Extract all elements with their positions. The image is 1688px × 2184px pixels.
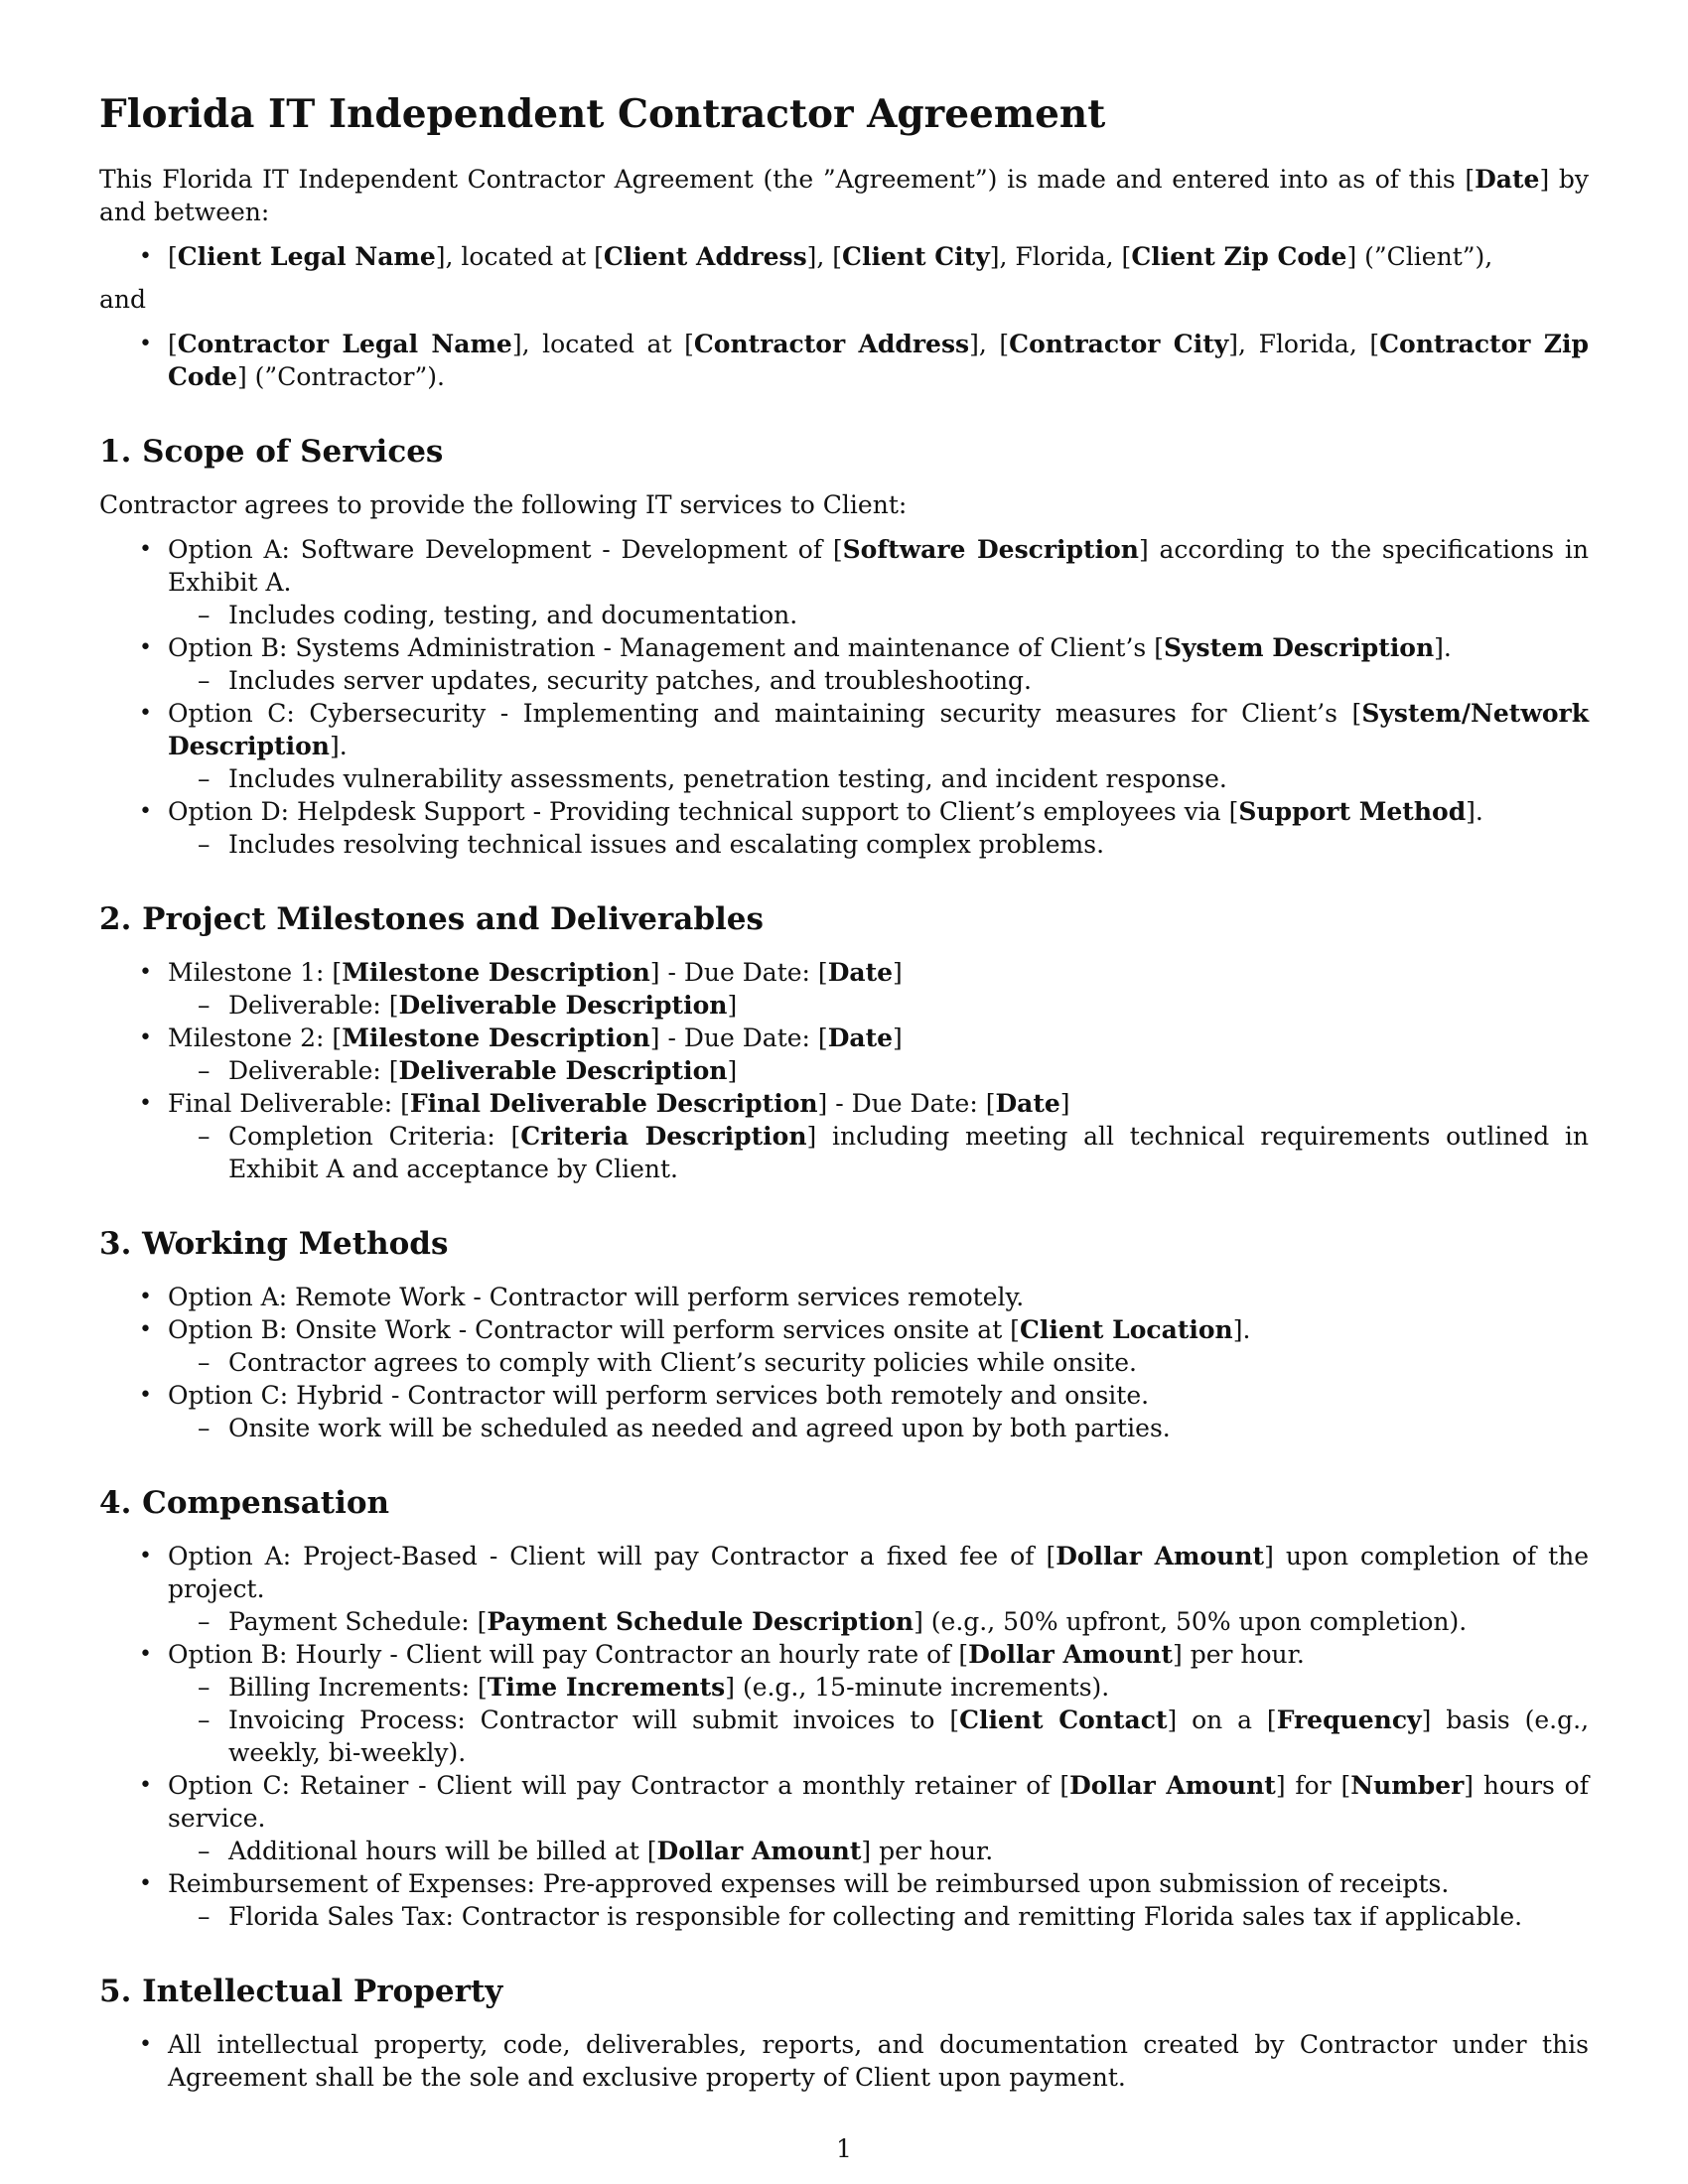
sub-list-item: – Completion Criteria: [Criteria Description] including meeting all technical requirements outlined in Exhibit A and acceptance by Client. — [198, 1122, 1590, 1183]
list-item: • Reimbursement of Expenses: Pre-approved expenses will be reimbursed upon submission of receipts. – Florida Sales Tax: Contractor is responsible for collecting and remitting Florida sales tax if applicable. — [99, 1867, 1589, 1933]
sub-list-item: – Includes resolving technical issues and escalating complex problems. — [198, 830, 1105, 859]
bullet-icon: • — [139, 1642, 152, 1667]
dash-icon: – — [198, 1348, 211, 1377]
bullet-icon: • — [139, 1285, 152, 1309]
list-item: • Option C: Cybersecurity - Implementing and maintaining security measures for Client’s [System/Network Description]. – Includes vulnerability assessments, penetration testing, and incident response. — [139, 699, 1590, 793]
sub-list-item: – Deliverable: [Deliverable Description] — [198, 991, 738, 1020]
dash-icon: – — [198, 1706, 211, 1734]
dash-icon: – — [198, 1122, 211, 1151]
list-item: • Option B: Onsite Work - Contractor will perform services onsite at [Client Location]. – Contractor agrees to comply with Client’s security policies while onsite. — [99, 1313, 1589, 1379]
sub-list-item: – Onsite work will be scheduled as needed and agreed upon by both parties. — [198, 1414, 1171, 1442]
placeholder-date: Date — [1475, 165, 1540, 194]
sub-list-item: – Additional hours will be billed at [Dollar Amount] per hour. — [198, 1837, 994, 1865]
dash-icon: – — [198, 1837, 211, 1865]
document-title: Florida IT Independent Contractor Agreement — [99, 91, 1106, 137]
list-item: • Option B: Systems Administration - Management and maintenance of Client’s [System Description]. – Includes server updates, security patches, and troubleshooting. — [99, 631, 1589, 697]
bullet-icon: • — [139, 1317, 152, 1342]
dash-icon: – — [198, 601, 211, 629]
sub-list-item: – Contractor agrees to comply with Client’s security policies while onsite. — [198, 1348, 1137, 1377]
section-heading-intellectual-property: 5. Intellectual Property — [99, 1974, 503, 2009]
bullet-icon: • — [139, 244, 152, 269]
sub-list-item: – Includes coding, testing, and documentation. — [198, 601, 798, 629]
dash-icon: – — [198, 830, 211, 859]
dash-icon: – — [198, 1056, 211, 1085]
milestones-list — [99, 956, 1589, 1185]
and-connector: and — [99, 285, 147, 314]
bullet-icon: • — [139, 332, 152, 356]
page-number: 1 — [836, 2134, 852, 2163]
list-item: • Milestone 1: [Milestone Description] - Due Date: [Date] – Deliverable: [Deliverable Description] — [99, 956, 1589, 1022]
ip-list — [99, 2028, 1589, 2094]
section-heading-scope: 1. Scope of Services — [99, 434, 444, 470]
bullet-icon: • — [139, 1773, 152, 1798]
list-item: • Milestone 2: [Milestone Description] - Due Date: [Date] – Deliverable: [Deliverable Description] — [99, 1022, 1589, 1087]
sub-list-item: – Invoicing Process: Contractor will submit invoices to [Client Contact] on a [Frequency] basis (e.g., weekly, bi-weekly). — [198, 1706, 1590, 1767]
dash-icon: – — [198, 1607, 211, 1636]
sub-list-item: – Deliverable: [Deliverable Description] — [198, 1056, 738, 1085]
list-item: • Final Deliverable: [Final Deliverable Description] - Due Date: [Date] – Completion Criteria: [Criteria Description] including meeting all technical requirements outlined in Exhibit A and acceptance by Client. — [139, 1089, 1590, 1183]
document-page — [99, 91, 1589, 2100]
sub-list-item: – Includes server updates, security patches, and troubleshooting. — [198, 666, 1033, 695]
section-heading-working-methods: 3. Working Methods — [99, 1226, 449, 1262]
intro-paragraph: This Florida IT Independent Contractor Agreement (the ”Agreement”) is made and entered into as of this [Date] by and between: — [99, 165, 1589, 226]
bullet-icon: • — [139, 1871, 152, 1896]
working-methods-list — [99, 1281, 1589, 1444]
bullet-icon: • — [139, 2032, 152, 2057]
list-item: • Option A: Remote Work - Contractor will perform services remotely. — [139, 1283, 1025, 1311]
sub-list-item: – Billing Increments: [Time Increments] (e.g., 15-minute increments). — [198, 1673, 1110, 1702]
section-heading-milestones: 2. Project Milestones and Deliverables — [99, 901, 764, 937]
dash-icon: – — [198, 764, 211, 793]
dash-icon: – — [198, 991, 211, 1020]
client-party-list — [99, 240, 1589, 273]
bullet-icon: • — [139, 1544, 152, 1569]
dash-icon: – — [198, 666, 211, 695]
bullet-icon: • — [139, 1091, 152, 1116]
list-item: • Option A: Project-Based - Client will pay Contractor a fixed fee of [Dollar Amount] upon completion of the project. – Payment Schedule: [Payment Schedule Description] (e.g., 50% upfront, 50% upon completion). — [139, 1542, 1590, 1636]
section-heading-compensation: 4. Compensation — [99, 1485, 390, 1521]
list-item: • Option A: Software Development - Development of [Software Description] according to the specifications in Exhibit A. – Includes coding, testing, and documentation. — [139, 535, 1590, 629]
compensation-list — [99, 1540, 1589, 1933]
bullet-icon: • — [139, 635, 152, 660]
list-item: • Option C: Retainer - Client will pay Contractor a monthly retainer of [Dollar Amount] for [Number] hours of service. – Additional hours will be billed at [Dollar Amount] per hour. — [139, 1771, 1589, 1865]
list-item: • [Client Legal Name], located at [Client Address], [Client City], Florida, [Client Zip Code] (”Client”), — [139, 242, 1493, 271]
bullet-icon: • — [139, 537, 152, 562]
bullet-icon: • — [139, 1383, 152, 1408]
dash-icon: – — [198, 1902, 211, 1931]
list-item: • All intellectual property, code, deliverables, reports, and documentation created by Contractor under this Agreement shall be the sole and exclusive property of Client upon payment. — [139, 2030, 1589, 2092]
section-intro: Contractor agrees to provide the following IT services to Client: — [99, 490, 908, 519]
list-item: • [Contractor Legal Name], located at [Contractor Address], [Contractor City], Florida, [Contractor Zip Code] (”Contractor”). — [139, 330, 1590, 391]
scope-options-list — [99, 533, 1589, 861]
contractor-party-list — [99, 328, 1589, 393]
dash-icon: – — [198, 1414, 211, 1442]
sub-list-item: – Florida Sales Tax: Contractor is responsible for collecting and remitting Florida sales tax if applicable. — [198, 1902, 1523, 1931]
bullet-icon: • — [139, 701, 152, 726]
bullet-icon: • — [139, 1025, 152, 1050]
list-item: • Option C: Hybrid - Contractor will perform services both remotely and onsite. – Onsite work will be scheduled as needed and agreed upon by both parties. — [99, 1379, 1589, 1444]
list-item: • Option B: Hourly - Client will pay Contractor an hourly rate of [Dollar Amount] per hour. – Billing Increments: [Time Increments] (e.g., 15-minute increments). – Invoicing Process: Contractor will submit invoices to [Client Contact] on a [Frequency] basis (e.g., weekly, bi-weekly). — [139, 1640, 1590, 1767]
bullet-icon: • — [139, 960, 152, 985]
sub-list-item: – Includes vulnerability assessments, penetration testing, and incident response. — [198, 764, 1227, 793]
sub-list-item: – Payment Schedule: [Payment Schedule Description] (e.g., 50% upfront, 50% upon completion). — [198, 1607, 1468, 1636]
bullet-icon: • — [139, 799, 152, 824]
dash-icon: – — [198, 1673, 211, 1702]
list-item: • Option D: Helpdesk Support - Providing technical support to Client’s employees via [Support Method]. – Includes resolving technical issues and escalating complex problems. — [99, 795, 1589, 861]
